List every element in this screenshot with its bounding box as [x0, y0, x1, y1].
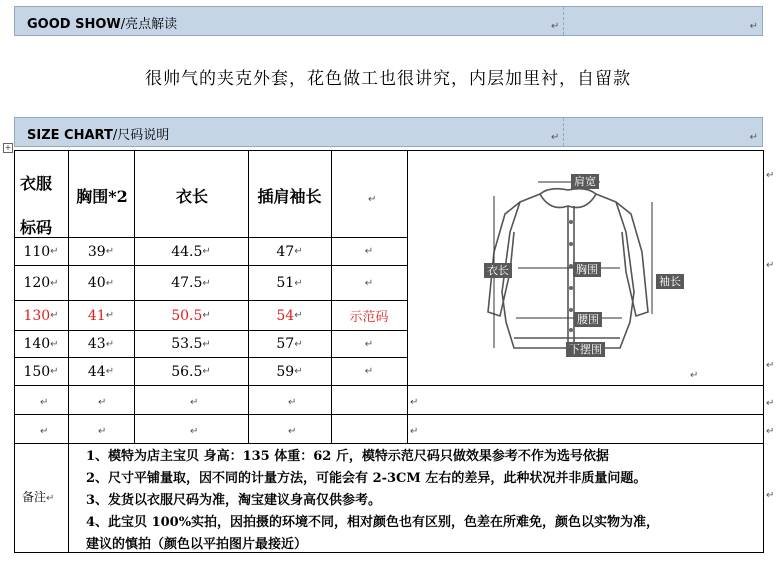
garment-diagram [410, 152, 762, 384]
cell-length: 44.5 ↵ [171, 243, 211, 260]
bar-divider [563, 7, 564, 35]
paragraph-mark: ↵ [766, 398, 775, 409]
label-length: 衣长 [484, 263, 512, 278]
notes-block [86, 446, 770, 556]
cell-sleeve: 59 ↵ [276, 363, 303, 380]
cell-sleeve: 51 ↵ [276, 275, 303, 291]
size-chart-title [27, 124, 169, 143]
paragraph-mark: ↵ [766, 360, 775, 371]
table-anchor-icon[interactable]: + [4, 143, 12, 152]
good-show-title-en: GOOD SHOW [27, 17, 121, 32]
cell-remark: 示范码 [349, 310, 389, 325]
label-sleeve: 袖长 [656, 274, 684, 289]
cell-length: 50.5 ↵ [171, 307, 211, 324]
note-line-4: 4、此宝贝 100%实拍，因拍摄的环境不同，相对颜色也有区别，色差在所难免，颜色以实物为准， [86, 515, 660, 530]
cell-chest: 43 ↵ [87, 336, 115, 352]
cell-chest: 40 ↵ [87, 275, 115, 291]
good-show-title-cn: /亮点解读 [120, 17, 178, 32]
cell-remark: ↵ [364, 246, 374, 257]
cell-sleeve: 47 ↵ [276, 243, 303, 260]
size-chart-title-en: SIZE CHART [27, 128, 113, 143]
label-chest: 胸围 [573, 262, 601, 277]
notes-label: 备注↵ [22, 490, 55, 504]
cell-chest: 44 ↵ [87, 363, 115, 380]
paragraph-mark: ↵ [766, 170, 775, 181]
good-show-title [27, 13, 177, 32]
cell-length: 53.5 ↵ [171, 336, 211, 352]
paragraph-mark: ↵ [40, 397, 49, 408]
paragraph-mark: ↵ [288, 426, 297, 437]
paragraph-mark: ↵ [410, 397, 419, 408]
header-size: 衣服 标码 [20, 174, 53, 237]
cell-chest: 41 ↵ [87, 307, 115, 324]
paragraph-mark: ↵ [190, 397, 199, 408]
paragraph-mark: ↵ [288, 397, 297, 408]
cell-size: 130 ↵ [23, 307, 59, 324]
header-chest: 胸围*2 [76, 187, 128, 206]
paragraph-mark: ↵ [190, 426, 199, 437]
size-chart-bar [14, 117, 763, 147]
cell-length: 47.5 ↵ [171, 275, 211, 291]
paragraph-mark: ↵ [551, 132, 560, 143]
label-hem: 下摆围 [566, 342, 605, 357]
paragraph-mark: ↵ [410, 426, 419, 437]
paragraph-mark: ↵ [40, 426, 49, 437]
cell-sleeve: 57 ↵ [276, 336, 303, 352]
cell-size: 120 ↵ [23, 275, 59, 291]
paragraph-mark: ↵ [766, 260, 775, 271]
paragraph-mark: ↵ [766, 426, 775, 437]
paragraph-mark: ↵ [368, 194, 377, 205]
note-line-5: 建议的慎拍（颜色以平拍图片最接近） [86, 537, 308, 552]
note-line-1: 1、模特为店主宝贝 身高：135 体重：62 斤，模特示范尺码只做效果参考不作为选号依据 [86, 449, 609, 464]
tagline: 很帅气的夹克外套，花色做工也很讲究，内层加里衬，自留款 [145, 69, 631, 89]
note-line-3: 3、发货以衣服尺码为准，淘宝建议身高仅供参考。 [86, 493, 382, 508]
cell-remark: ↵ [364, 366, 374, 377]
paragraph-mark: ↵ [98, 426, 107, 437]
paragraph-mark: ↵ [749, 132, 758, 143]
paragraph-mark: ↵ [749, 21, 758, 32]
header-length: 衣长 [175, 187, 208, 206]
cell-size: 110 ↵ [23, 243, 59, 260]
cell-sleeve: 54 ↵ [276, 307, 303, 324]
bar-divider [563, 118, 564, 146]
label-waist: 腰围 [574, 312, 602, 327]
paragraph-mark: ↵ [551, 21, 560, 32]
cell-remark: ↵ [364, 338, 374, 350]
cell-size: 150 ↵ [23, 363, 59, 380]
cell-remark: ↵ [364, 277, 374, 289]
paragraph-mark: ↵ [690, 370, 699, 381]
good-show-bar [14, 6, 763, 36]
cell-length: 56.5 ↵ [171, 363, 211, 380]
size-chart-title-cn: /尺码说明 [112, 128, 170, 143]
cell-size: 140 ↵ [23, 336, 59, 352]
label-shoulder: 肩宽 [571, 174, 599, 189]
cell-chest: 39 ↵ [87, 243, 115, 260]
paragraph-mark: ↵ [98, 397, 107, 408]
header-sleeve: 插肩袖长 [257, 187, 322, 206]
paragraph-mark: ↵ [766, 490, 775, 501]
note-line-2: 2、尺寸平铺量取，因不同的计量方法，可能会有 2-3CM 左右的差异，此种状况并非质量问题。 [86, 471, 647, 486]
